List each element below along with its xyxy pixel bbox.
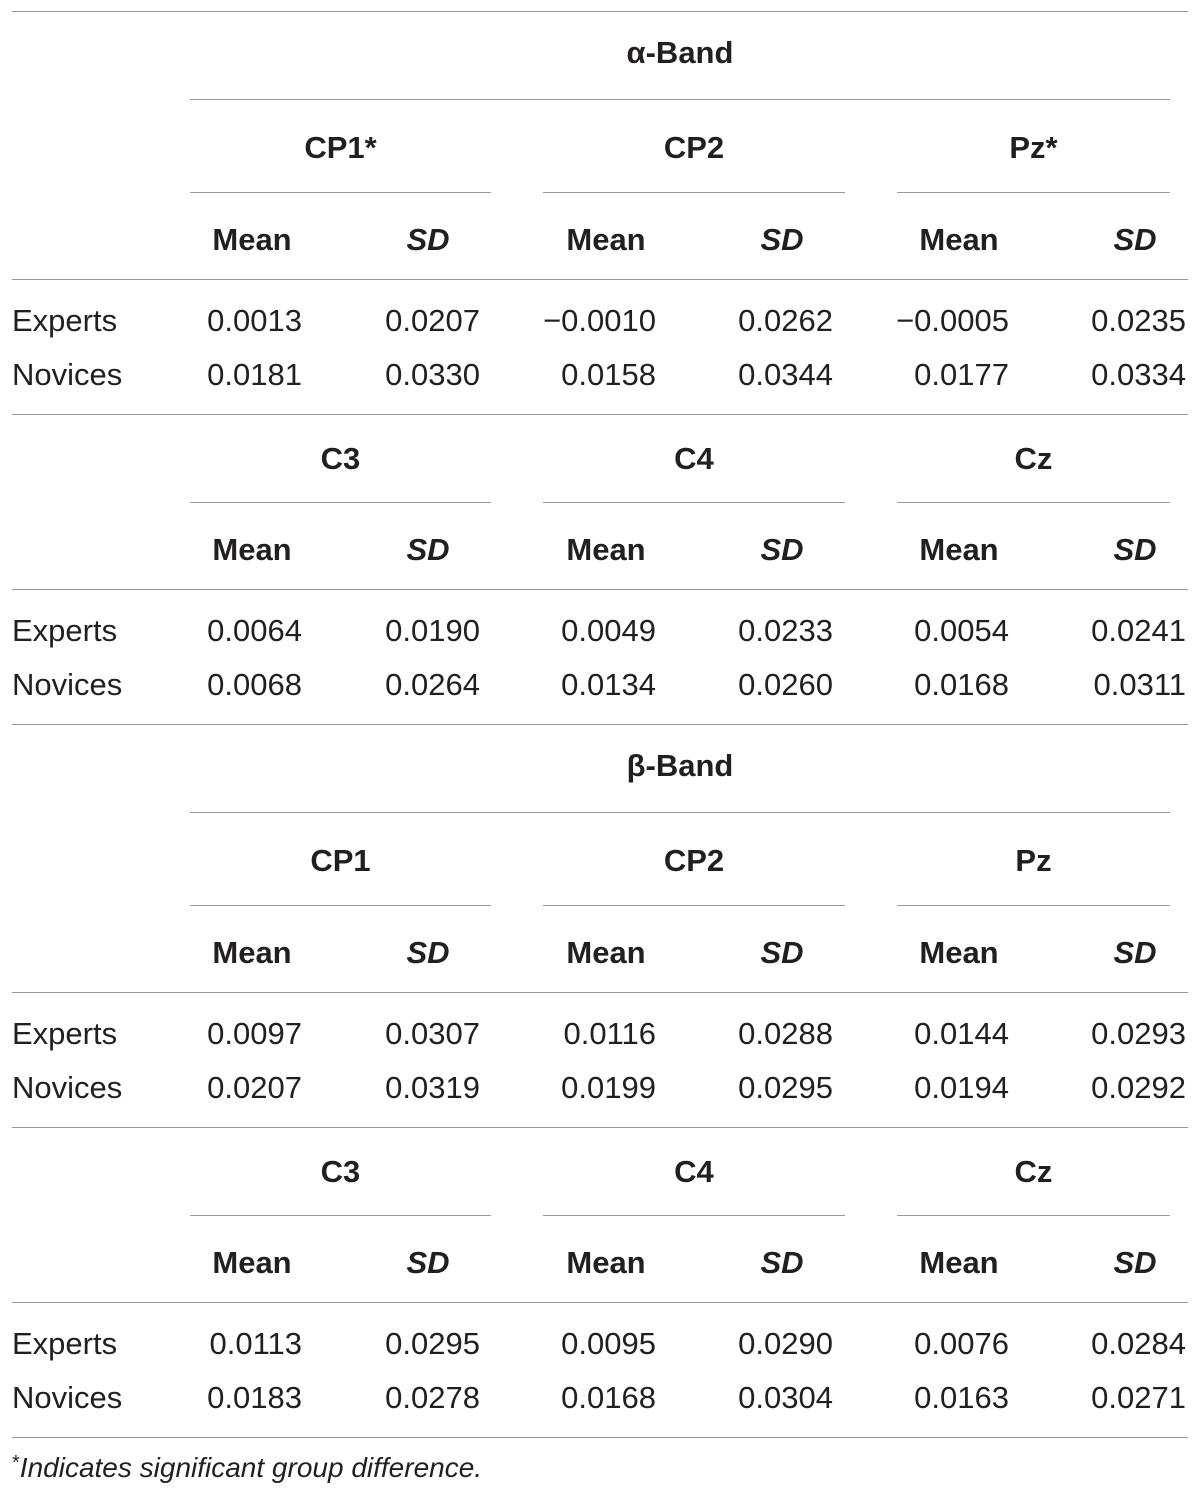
table-footnote [12,1453,482,1482]
sd-column-header: SD [1113,222,1157,257]
table-cell: 0.0334 [1091,357,1186,392]
electrode-rule [897,192,1170,193]
table-cell: 0.0064 [207,613,302,648]
mean-column-header: Mean [919,1245,999,1280]
table-cell: −0.0005 [896,303,1009,338]
group-label: Experts [12,1016,118,1051]
header-rule [12,589,1188,590]
sd-column-header: SD [760,935,804,970]
table-cell: 0.0068 [207,667,302,702]
table-cell: 0.0194 [914,1070,1009,1105]
band-title: β-Band [626,748,734,783]
group-label: Experts [12,613,118,648]
mean-column-header: Mean [919,222,999,257]
table-cell: 0.0116 [563,1016,656,1051]
footnote-marker: * [12,1452,20,1474]
sd-column-header: SD [406,935,450,970]
electrode-rule [190,905,491,906]
mean-column-header: Mean [566,935,646,970]
sd-column-header: SD [1113,1245,1157,1280]
block-rule [12,1437,1188,1438]
group-label: Experts [12,1326,118,1361]
band-rule [190,812,1170,813]
mean-column-header: Mean [212,1245,292,1280]
sd-column-header: SD [406,222,450,257]
table-cell: 0.0177 [914,357,1009,392]
table-cell: 0.0113 [209,1326,302,1361]
table-cell: 0.0264 [385,667,480,702]
table-cell: 0.0295 [385,1326,480,1361]
table-cell: 0.0295 [738,1070,833,1105]
electrode-header: Cz [1014,441,1053,476]
electrode-header: Pz [1015,843,1052,878]
table-cell: 0.0284 [1091,1326,1186,1361]
table-cell: 0.0168 [914,667,1009,702]
electrode-rule [190,192,491,193]
table-cell: 0.0168 [561,1380,656,1415]
electrode-header: C3 [320,1154,361,1189]
table-top-rule [12,11,1188,12]
table-cell: 0.0304 [738,1380,833,1415]
mean-column-header: Mean [212,532,292,567]
table-cell: 0.0278 [385,1380,480,1415]
table-cell: 0.0134 [561,667,656,702]
electrode-rule [190,1215,491,1216]
electrode-header: CP2 [663,843,725,878]
table-cell: 0.0271 [1091,1380,1186,1415]
electrode-header: C4 [674,441,714,476]
table-cell: 0.0319 [385,1070,480,1105]
band-rule [190,99,1170,100]
table-cell: 0.0190 [385,613,480,648]
table-cell: 0.0241 [1091,613,1186,648]
block-rule [12,1127,1188,1128]
electrode-header: Cz [1014,1154,1053,1189]
sd-column-header: SD [406,1245,450,1280]
table-cell: 0.0199 [561,1070,656,1105]
table-cell: 0.0207 [385,303,480,338]
table-cell: 0.0344 [738,357,833,392]
header-rule [12,992,1188,993]
mean-column-header: Mean [212,222,292,257]
table-cell: 0.0183 [207,1380,302,1415]
electrode-rule [897,1215,1170,1216]
table-cell: 0.0054 [914,613,1009,648]
block-rule [12,724,1188,725]
table-cell: 0.0158 [561,357,656,392]
sd-column-header: SD [760,532,804,567]
table-cell: 0.0233 [738,613,833,648]
band-title: α-Band [626,35,734,70]
table-cell: 0.0144 [914,1016,1009,1051]
header-rule [12,279,1188,280]
electrode-rule [190,502,491,503]
sd-column-header: SD [760,222,804,257]
electrode-header: Pz* [1009,130,1058,165]
table-cell: 0.0097 [207,1016,302,1051]
table-cell: 0.0262 [738,303,833,338]
electrode-rule [543,905,845,906]
mean-column-header: Mean [566,1245,646,1280]
electrode-header: CP1* [304,130,377,165]
electrode-header: CP1 [310,843,371,878]
table-cell: 0.0013 [207,303,302,338]
electrode-rule [897,502,1170,503]
table-cell: 0.0095 [561,1326,656,1361]
table-cell: 0.0181 [207,357,302,392]
group-label: Novices [12,1070,123,1105]
mean-column-header: Mean [919,935,999,970]
table-cell: 0.0307 [385,1016,480,1051]
electrode-rule [897,905,1170,906]
electrode-header: CP2 [663,130,725,165]
table-cell: 0.0260 [738,667,833,702]
group-label: Experts [12,303,118,338]
block-rule [12,414,1188,415]
table-cell: 0.0290 [738,1326,833,1361]
sd-column-header: SD [1113,532,1157,567]
table-cell: 0.0235 [1091,303,1186,338]
mean-column-header: Mean [212,935,292,970]
table-cell: −0.0010 [543,303,656,338]
table-cell: 0.0049 [561,613,656,648]
header-rule [12,1302,1188,1303]
group-label: Novices [12,667,123,702]
footnote-text: Indicates significant group difference. [19,1452,483,1483]
mean-column-header: Mean [919,532,999,567]
group-label: Novices [12,1380,123,1415]
sd-column-header: SD [1113,935,1157,970]
sd-column-header: SD [406,532,450,567]
table-cell: 0.0288 [738,1016,833,1051]
table-cell: 0.0293 [1091,1016,1186,1051]
table-cell: 0.0292 [1091,1070,1186,1105]
electrode-rule [543,192,845,193]
table-cell: 0.0330 [385,357,480,392]
group-label: Novices [12,357,123,392]
mean-column-header: Mean [566,532,646,567]
electrode-header: C4 [674,1154,714,1189]
electrode-header: C3 [320,441,361,476]
table-cell: 0.0163 [914,1380,1009,1415]
table-cell: 0.0207 [207,1070,302,1105]
sd-column-header: SD [760,1245,804,1280]
electrode-rule [543,1215,845,1216]
table-cell: 0.0076 [914,1326,1009,1361]
table-cell: 0.0311 [1093,667,1186,702]
electrode-rule [543,502,845,503]
mean-column-header: Mean [566,222,646,257]
